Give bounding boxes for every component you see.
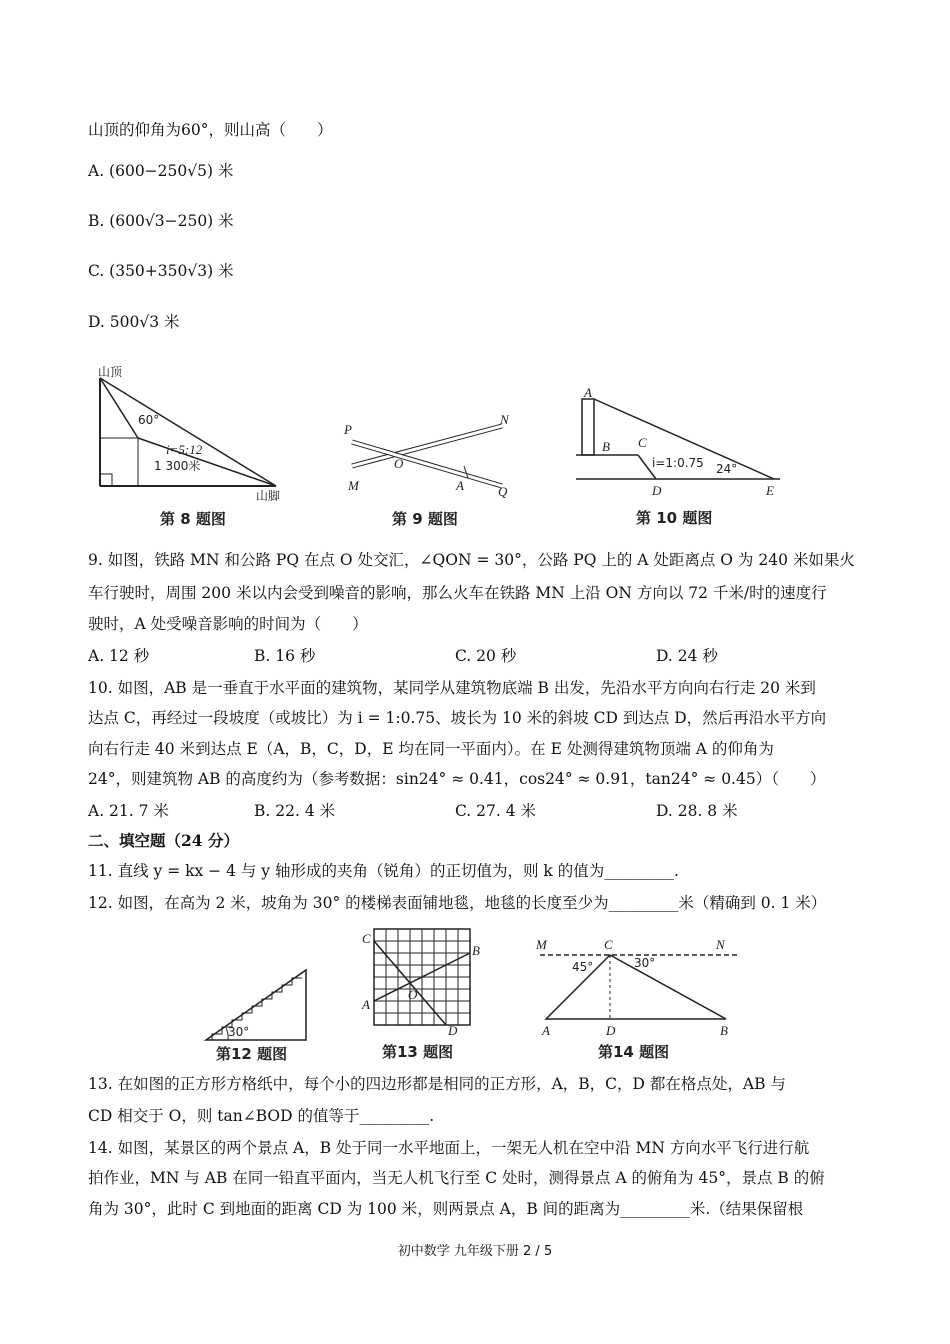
figure-12: [200, 960, 315, 1064]
q13-line-2: CD 相交于 O，则 tan∠BOD 的值等于_________.: [88, 1107, 435, 1125]
fig13-d-label: D: [448, 1023, 458, 1038]
q10-option-a[interactable]: A. 21. 7 米: [88, 802, 169, 820]
fig12-angle-label: 30°: [228, 1025, 250, 1039]
fig10-a-label: A: [584, 385, 592, 400]
fig8-foot-label: 山脚: [256, 489, 281, 503]
q14-line-2: 拍作业，MN 与 AB 在同一铅直平面内，当无人机飞行至 C 处时，测得景点 A 的俯角为 45°，景点 B 的俯: [88, 1169, 825, 1187]
fig8-slope-label: i=5:12: [166, 442, 203, 457]
q10-option-b[interactable]: B. 22. 4 米: [254, 802, 336, 820]
q10-line-4: 24°，则建筑物 AB 的高度约为（参考数据：sin24° ≈ 0.41，cos24° ≈ 0.91，tan24° ≈ 0.45）（ ）: [88, 770, 826, 788]
fig14-b-label: B: [720, 1023, 728, 1038]
fig14-c-label: C: [604, 937, 613, 952]
page-footer: 初中数学 九年级下册 2 / 5: [397, 1244, 553, 1259]
q12-line: 12. 如图，在高为 2 米，坡角为 30° 的楼梯表面铺地毯，地毯的长度至少为_________米（精确到 0. 1 米）: [88, 894, 827, 912]
figure-14: [530, 935, 750, 1065]
q10-option-c[interactable]: C. 27. 4 米: [455, 802, 537, 820]
q9-option-c[interactable]: C. 20 秒: [455, 647, 517, 665]
q10-line-3: 向右行走 40 米到达点 E（A，B，C，D，E 均在同一平面内）。在 E 处测得建筑物顶端 A 的仰角为: [88, 740, 774, 758]
fig14-angle-45-label: 45°: [572, 960, 594, 974]
fig14-angle-30-label: 30°: [634, 956, 656, 970]
fig10-d-label: D: [652, 483, 662, 498]
fig14-d-label: D: [606, 1023, 616, 1038]
fig10-b-label: B: [602, 439, 610, 454]
q8-option-a[interactable]: A. (600−250√5) 米: [88, 162, 234, 180]
figure-13: [360, 925, 480, 1065]
fig14-a-label: A: [542, 1023, 550, 1038]
fig10-e-label: E: [766, 483, 774, 498]
fig8-caption: 第 8 题图: [160, 510, 226, 528]
fig9-m-label: M: [348, 478, 359, 493]
fig9-q-label: Q: [498, 484, 508, 499]
q14-line-3: 角为 30°，此时 C 到地面的距离 CD 为 100 米，则两景点 A，B 间的距离为_________米.（结果保留根: [88, 1200, 804, 1218]
q13-line-1: 13. 在如图的正方形方格纸中，每个小的四边形都是相同的正方形，A，B，C，D 都在格点处，AB 与: [88, 1075, 786, 1093]
q8-stem-end: 山顶的仰角为60°，则山高（ ）: [88, 121, 333, 139]
fig8-top-label: 山顶: [98, 365, 123, 379]
fig9-caption: 第 9 题图: [392, 510, 458, 528]
q9-line-2: 车行驶时，周围 200 米以内会受到噪音的影响，那么火车在铁路 MN 上沿 ON 方向以 72 千米/时的速度行: [88, 584, 827, 602]
fig10-c-label: C: [638, 435, 647, 450]
fig14-caption: 第14 题图: [598, 1043, 670, 1061]
fig9-a-label: A: [456, 478, 464, 493]
fig9-p-label: P: [344, 422, 352, 437]
fig8-length-label: 1 300米: [154, 459, 201, 473]
q8-option-b[interactable]: B. (600√3−250) 米: [88, 212, 234, 230]
fig13-b-label: B: [472, 943, 480, 958]
fig13-caption: 第13 题图: [382, 1043, 454, 1061]
fig8-angle-label: 60°: [138, 413, 160, 427]
q11-line: 11. 直线 y = kx − 4 与 y 轴形成的夹角（锐角）的正切值为，则 k 的值为_________.: [88, 862, 679, 880]
q9-option-a[interactable]: A. 12 秒: [88, 647, 150, 665]
fig9-n-label: N: [500, 412, 509, 427]
q9-line-1: 9. 如图，铁路 MN 和公路 PQ 在点 O 处交汇，∠QON = 30°，公路 PQ 上的 A 处距离点 O 为 240 米如果火: [88, 551, 855, 569]
fig14-n-label: N: [716, 937, 725, 952]
q14-line-1: 14. 如图，某景区的两个景点 A，B 处于同一水平地面上，一架无人机在空中沿 MN 方向水平飞行进行航: [88, 1139, 810, 1157]
q8-option-c[interactable]: C. (350+350√3) 米: [88, 262, 234, 280]
q9-line-3: 驶时，A 处受噪音影响的时间为（ ）: [88, 615, 368, 633]
fig13-o-label: O: [408, 987, 418, 1002]
fig13-c-label: C: [362, 931, 371, 946]
fig13-a-label: A: [362, 997, 370, 1012]
figure-9: [340, 410, 520, 530]
q8-option-d[interactable]: D. 500√3 米: [88, 313, 180, 331]
fig14-m-label: M: [536, 937, 547, 952]
q9-option-d[interactable]: D. 24 秒: [656, 647, 718, 665]
q10-option-d[interactable]: D. 28. 8 米: [656, 802, 738, 820]
fig10-angle-label: 24°: [716, 462, 738, 476]
q10-line-1: 10. 如图，AB 是一垂直于水平面的建筑物，某同学从建筑物底端 B 出发，先沿水平方向向右行走 20 米到: [88, 679, 816, 697]
fig12-caption: 第12 题图: [216, 1045, 288, 1063]
figure-10: [570, 385, 785, 531]
q10-line-2: 达点 C，再经过一段坡度（或坡比）为 i = 1:0.75、坡长为 10 米的斜坡 CD 到达点 D，然后再沿水平方向: [88, 709, 827, 727]
fig9-o-label: O: [394, 456, 404, 471]
q9-option-b[interactable]: B. 16 秒: [254, 647, 316, 665]
section-2-heading: 二、填空题（24 分）: [88, 831, 239, 850]
figure-8: [88, 358, 288, 530]
fig10-slope-label: i=1:0.75: [652, 456, 704, 470]
fig10-caption: 第 10 题图: [636, 509, 713, 527]
